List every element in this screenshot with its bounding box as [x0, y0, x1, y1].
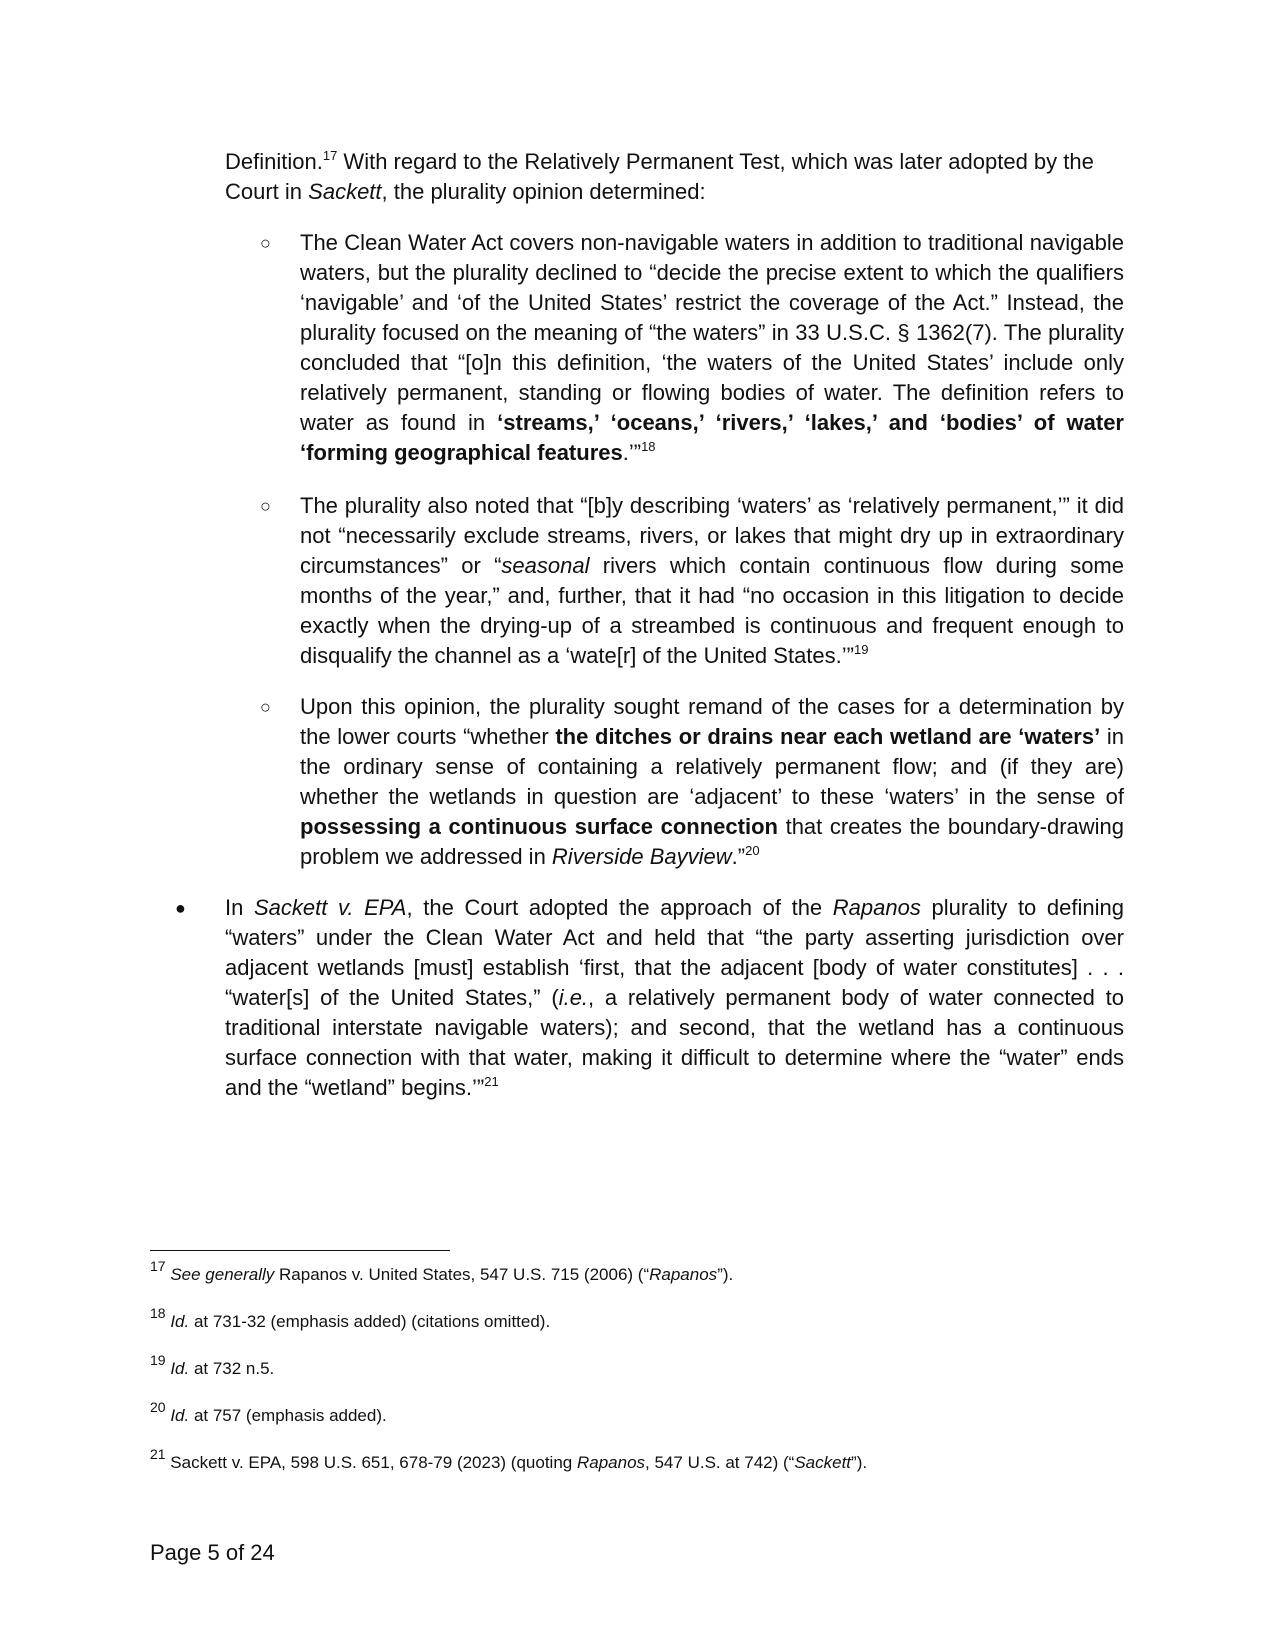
footnote-21-text-3: ”).: [851, 1453, 868, 1472]
main-bullet-italic-2: Rapanos: [832, 895, 921, 920]
footnote-21-text-2: , 547 U.S. at 742) (“: [645, 1453, 795, 1472]
sub-bullet-3-text-2: in the ordinary sense of containing a relatively permanent flow; and (if they are) whether the wetlands in question are ‘adjacent’ to these ‘waters’ in the sense of: [300, 724, 1125, 809]
footnote-number: 19: [150, 1352, 166, 1369]
footnote-17: [150, 1258, 1150, 1286]
sub-bullet-2-text-1: The plurality also noted that “[b]y describing ‘waters’ as ‘relatively permanent,’” it did not “necessarily exclude streams, rivers, or lakes that might dry up in extraordinary circumstances” or “: [300, 493, 1124, 578]
footnote-ref-19[interactable]: 19: [853, 641, 869, 657]
footnote-17-italic-1: See generally: [170, 1265, 275, 1284]
footnote-ref-20[interactable]: 20: [745, 842, 760, 858]
sub-bullet-item-1: [260, 228, 1124, 468]
footnote-number: 18: [150, 1305, 166, 1322]
footnote-17-text-1: Rapanos v. United States, 547 U.S. 715 (2006) (“: [274, 1265, 650, 1284]
sub-bullet-3-text-4: .”: [731, 844, 746, 869]
main-bullet-italic-3: i.e.: [558, 985, 589, 1010]
main-bullet-text-1: In: [225, 895, 254, 920]
filled-circle-bullet-icon: ●: [175, 898, 186, 918]
sub-bullet-3-bold-1: the ditches or drains near each wetland are ‘waters’: [555, 724, 1101, 749]
intro-text-1: Definition.: [225, 149, 323, 174]
footnote-17-text-2: ”).: [717, 1265, 734, 1284]
footnote-number: 20: [150, 1399, 166, 1416]
main-bullet-italic-1: Sackett v. EPA: [253, 895, 407, 920]
sub-bullet-1-text-1: The Clean Water Act covers non-navigable waters in addition to traditional navigable waters, but the plurality declined to “decide the precise extent to which the qualifiers ‘navigable’ and ‘of the United States’ restrict the coverage of the Act.” Instead, the plurality focused on the meaning of “the waters” in 33 U.S.C. § 1362(7). The plurality concluded that “[o]n this definition, ‘the waters of the United States’ include only relatively permanent, standing or flowing bodies of water. The definition refers to water as found in: [300, 230, 1124, 435]
hollow-circle-bullet-icon: ○: [260, 697, 271, 717]
sub-bullet-item-3: [260, 692, 1125, 872]
footnote-separator: [150, 1250, 450, 1251]
intro-paragraph: [225, 147, 1113, 207]
sub-bullet-1-text-2: .’”: [622, 440, 642, 465]
hollow-circle-bullet-icon: ○: [260, 496, 271, 516]
footnote-19-italic: Id.: [170, 1359, 190, 1378]
sub-bullet-3-italic: Riverside Bayview: [551, 844, 732, 869]
main-bullet-text-2: , the Court adopted the approach of the: [406, 895, 833, 920]
sub-bullet-3-text-1: Upon this opinion, the plurality sought remand of the cases for a determination by the lower courts “whether: [300, 694, 1124, 749]
intro-case-name: Sackett: [308, 179, 382, 204]
footnote-21-italic-2: Sackett: [794, 1453, 852, 1472]
main-bullet-text-4: , a relatively permanent body of water connected to traditional interstate navigable waters); and second, that the wetland has a continuous surface connection with that water, making it difficult to determine where the “water” ends and the “wetland” begins.’”: [225, 985, 1124, 1100]
footnote-number: 17: [150, 1258, 166, 1275]
page-number: Page 5 of 24: [150, 1540, 275, 1565]
footnote-18-text: at 731-32 (emphasis added) (citations omitted).: [189, 1312, 551, 1331]
sub-bullet-3-text-3: that creates the boundary-drawing problem we addressed in: [300, 814, 1125, 869]
sub-bullet-3-bold-2: possessing a continuous surface connection: [300, 814, 778, 839]
footnote-20-text: at 757 (emphasis added).: [189, 1406, 387, 1425]
intro-text-3: , the plurality opinion determined:: [381, 179, 706, 204]
footnote-21-text-1: Sackett v. EPA, 598 U.S. 651, 678-79 (2023) (quoting: [165, 1453, 577, 1472]
footnote-ref-17[interactable]: 17: [322, 147, 338, 163]
footnote-18: [150, 1305, 1150, 1333]
footnote-ref-21[interactable]: 21: [484, 1073, 499, 1089]
footnote-21: [150, 1446, 1150, 1474]
footnote-18-italic: Id.: [170, 1312, 190, 1331]
footnote-21-italic-1: Rapanos: [576, 1453, 646, 1472]
footnote-number: 21: [150, 1446, 166, 1463]
footnote-19-text: at 732 n.5.: [189, 1359, 275, 1378]
sub-bullet-2-text-2: rivers which contain continuous flow during some months of the year,” and, further, that it had “no occasion in this litigation to decide exactly when the drying-up of a streambed is continuous and frequent enough to disqualify the channel as a ‘wate[r] of the United States.’”: [300, 553, 1124, 668]
hollow-circle-bullet-icon: ○: [260, 233, 271, 253]
footnote-ref-18[interactable]: 18: [641, 438, 656, 454]
sub-bullet-1-bold: ‘streams,’ ‘oceans,’ ‘rivers,’ ‘lakes,’ and ‘bodies’ of water ‘forming geographical features: [300, 410, 1124, 465]
intro-text-2: With regard to the Relatively Permanent Test, which was later adopted by the Court in: [225, 149, 1094, 204]
main-bullet-text-3: plurality to defining “waters” under the Clean Water Act and held that “the party asserting jurisdiction over adjacent wetlands [must] establish ‘first, that the adjacent [body of water constitutes] . . . “water[s] of the United States,” (: [225, 895, 1124, 1010]
footnote-19: [150, 1352, 1150, 1380]
footnote-20-italic: Id.: [170, 1406, 190, 1425]
main-bullet-item: [175, 893, 1124, 1103]
footnote-17-italic-2: Rapanos: [649, 1265, 718, 1284]
sub-bullet-2-italic: seasonal: [501, 553, 590, 578]
footnote-20: [150, 1399, 1150, 1427]
sub-bullet-item-2: [260, 491, 1124, 671]
